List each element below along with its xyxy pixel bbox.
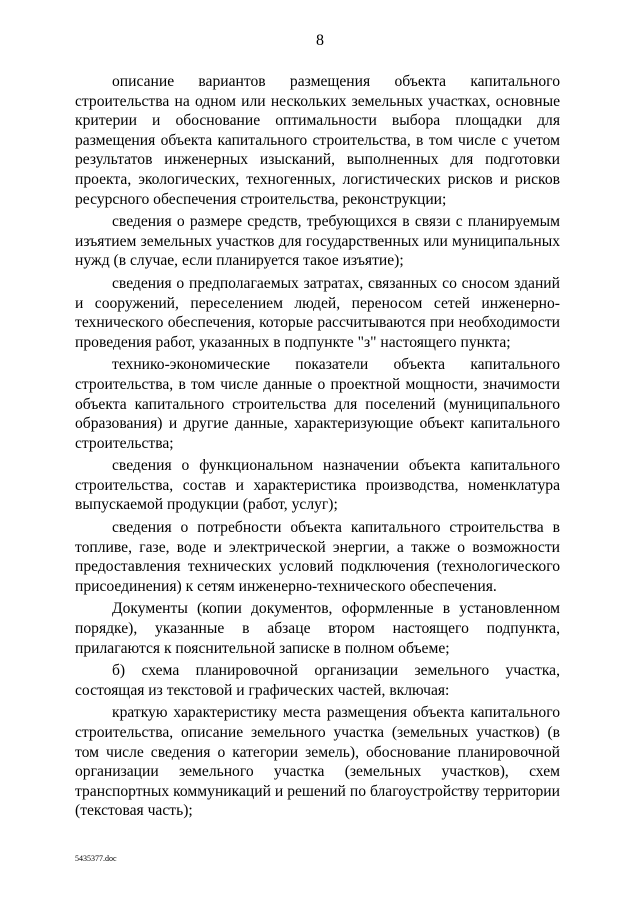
paragraph-5: сведения о функциональном назначении объекта капитального строительства, состав и характеристика производства, номенклатура выпускаемой продукции (работ, услуг);	[75, 457, 560, 514]
document-body	[75, 72, 560, 824]
paragraph-9: краткую характеристику места размещения объекта капитального строительства, описание земельного участка (земельных участков) (в том числе сведения о категории земель), обоснование планировочной организации земельного участка (земельных участков), схем транспортных коммуникаций и решений по благоустройству территории (текстовая часть);	[75, 704, 560, 820]
paragraph-8: б) схема планировочной организации земельного участка, состоящая из текстовой и графических частей, включая:	[75, 662, 560, 699]
paragraph-3: сведения о предполагаемых затратах, связанных со сносом зданий и сооружений, переселением людей, переносом сетей инженерно-технического обеспечения, которые рассчитываются при необходимости проведения работ, указанных в подпункте "з" настоящего пункта;	[75, 274, 560, 351]
paragraph-1: описание вариантов размещения объекта капитального строительства на одном или нескольких земельных участках, основные критерии и обоснование оптимальности выбора площадки для размещения объекта капитального строительства, в том числе с учетом результатов инженерных изысканий, выполненных для подготовки проекта, экологических, техногенных, логистических рисков и рисков ресурсного обеспечения строительства, реконструкции;	[75, 73, 560, 208]
paragraph-4: технико-экономические показатели объекта капитального строительства, в том числе данные о проектной мощности, значимости объекта капитального строительства для поселений (муниципального образования) и другие данные, характеризующие объект капитального строительства;	[75, 356, 560, 452]
paragraph-7: Документы (копии документов, оформленные в установленном порядке), указанные в абзаце втором настоящего подпункта, прилагаются к пояснительной записке в полном объеме;	[75, 600, 560, 657]
page-number: 8	[316, 32, 324, 49]
paragraph-2: сведения о размере средств, требующихся в связи с планируемым изъятием земельных участков для государственных или муниципальных нужд (в случае, если планируется такое изъятие);	[75, 213, 560, 270]
paragraph-6: сведения о потребности объекта капитального строительства в топливе, газе, воде и электрической энергии, а также о возможности предоставления технических условий подключения (технологического присоединения) к сетям инженерно-технического обеспечения.	[75, 519, 560, 595]
file-name-footer: 5435377.doc	[75, 854, 117, 863]
